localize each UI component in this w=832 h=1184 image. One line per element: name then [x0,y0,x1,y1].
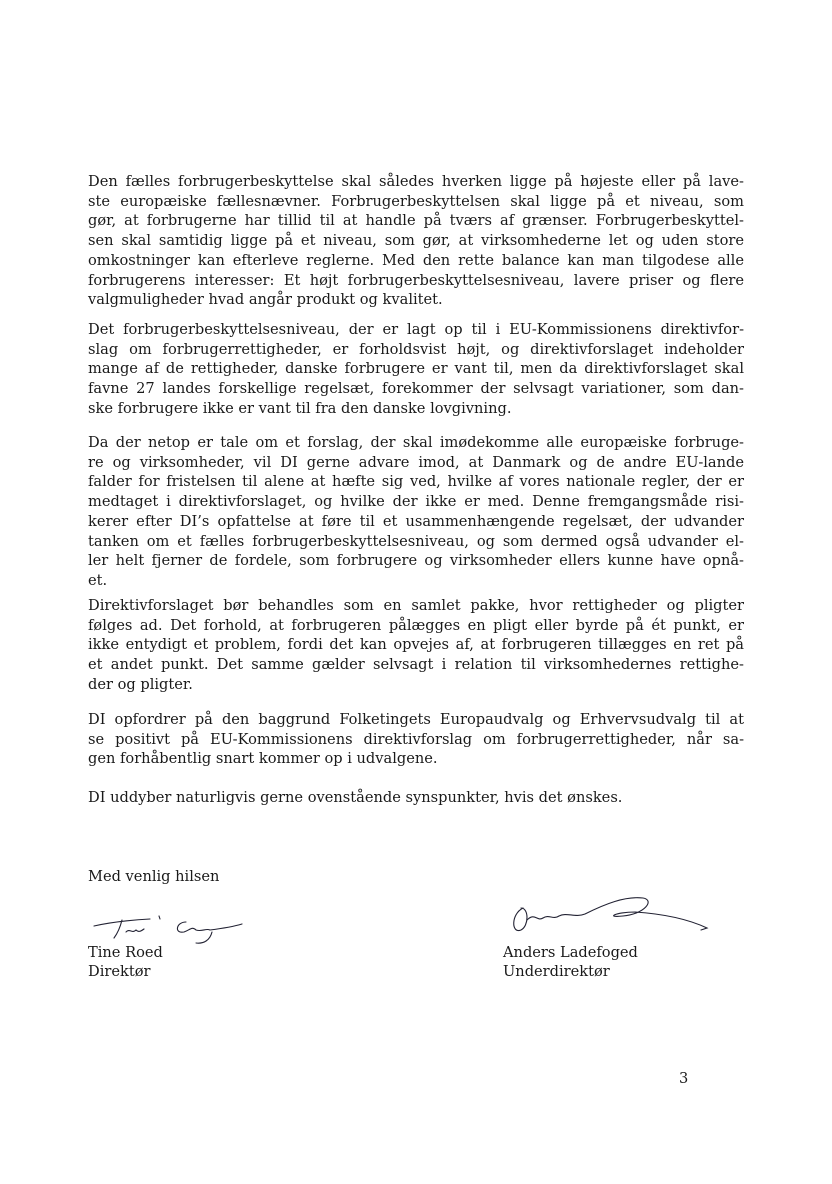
paragraph-line: se positivt på EU-Kommissionens direktivforslag om forbrugerrettigheder, når sa- [88,730,744,748]
paragraph-line: følges ad. Det forhold, at forbrugeren pålægges en pligt eller byrde på ét punkt, er [88,616,744,634]
paragraph [88,596,744,695]
paragraph-line: Da der netop er tale om et forslag, der skal imødekomme alle europæiske forbruge- [88,434,744,451]
paragraph-line: Det forbrugerbeskyttelsesniveau, der er lagt op til i EU-Kommissionens direktivfor- [88,321,744,338]
paragraph [88,433,744,591]
paragraph-line: ikke entydigt et problem, fordi det kan opvejes af, at forbrugeren tillægges en ret på [88,636,744,654]
paragraph-line: DI opfordrer på den baggrund Folketingets Europaudvalg og Erhvervsudvalg til at [88,711,744,728]
paragraph-line: ste europæiske fællesnævner. Forbrugerbeskyttelsen skal ligge på et niveau, som [88,192,744,210]
signature-tine-roed [92,910,252,946]
signatory-title: Underdirektør [503,963,610,980]
closing-salutation: Med venlig hilsen [88,868,220,885]
paragraph-line: omkostninger kan efterleve reglerne. Med den rette balance kan man tilgodese alle [88,251,744,269]
signature-anders-ladefoged [505,890,715,940]
signatory-name: Tine Roed [88,944,163,961]
paragraph-line: der og pligter. [88,675,193,693]
paragraph [88,788,744,808]
paragraph-line: favne 27 landes forskellige regelsæt, forekommer der selvsagt variationer, som dan- [88,380,744,398]
paragraph-line: et andet punkt. Det samme gælder selvsagt i relation til virksomhedernes rettighe- [88,656,744,674]
paragraph [88,172,744,310]
paragraph-line: Den fælles forbrugerbeskyttelse skal således hverken ligge på højeste eller på lave- [88,173,744,190]
paragraph-line: slag om forbrugerrettigheder, er forholdsvist højt, og direktivforslaget indeholder [88,340,744,358]
paragraph-line: gen forhåbentlig snart kommer op i udvalgene. [88,750,438,768]
paragraph-line: gør, at forbrugerne har tillid til at handle på tværs af grænser. Forbrugerbeskyttel- [88,212,744,230]
paragraph-line: re og virksomheder, vil DI gerne advare imod, at Danmark og de andre EU-lande [88,453,744,471]
signatory-name: Anders Ladefoged [503,944,638,961]
paragraph-line: ler helt fjerner de fordele, som forbrugere og virksomheder ellers kunne have opnå- [88,552,744,570]
paragraph [88,710,744,769]
signatory-title: Direktør [88,963,151,980]
paragraph-line: Direktivforslaget bør behandles som en samlet pakke, hvor rettigheder og pligter [88,597,744,614]
paragraph-line: tanken om et fælles forbrugerbeskyttelsesniveau, og som dermed også udvander el- [88,532,744,550]
paragraph-line: forbrugerens interesser: Et højt forbrugerbeskyttelsesniveau, lavere priser og flere [88,271,744,289]
paragraph-line: ske forbrugere ikke er vant til fra den danske lovgivning. [88,399,512,417]
paragraph-line: mange af de rettigheder, danske forbrugere er vant til, men da direktivforslaget skal [88,360,744,378]
paragraph-line: sen skal samtidig ligge på et niveau, som gør, at virksomhederne let og uden store [88,232,744,250]
paragraph-line: et. [88,571,108,589]
paragraph-line: valgmuligheder hvad angår produkt og kvalitet. [88,291,443,309]
paragraph-line: falder for fristelsen til alene at hæfte sig ved, hvilke af vores nationale regler, der er [88,473,744,491]
paragraph-line: kerer efter DI’s opfattelse at føre til et usammenhængende regelsæt, der udvander [88,512,744,530]
page-number: 3 [679,1070,689,1087]
paragraph [88,320,744,419]
paragraph-line: DI uddyber naturligvis gerne ovenstående synspunkter, hvis det ønskes. [88,789,623,806]
paragraph-line: medtaget i direktivforslaget, og hvilke der ikke er med. Denne fremgangsmåde risi- [88,493,744,511]
